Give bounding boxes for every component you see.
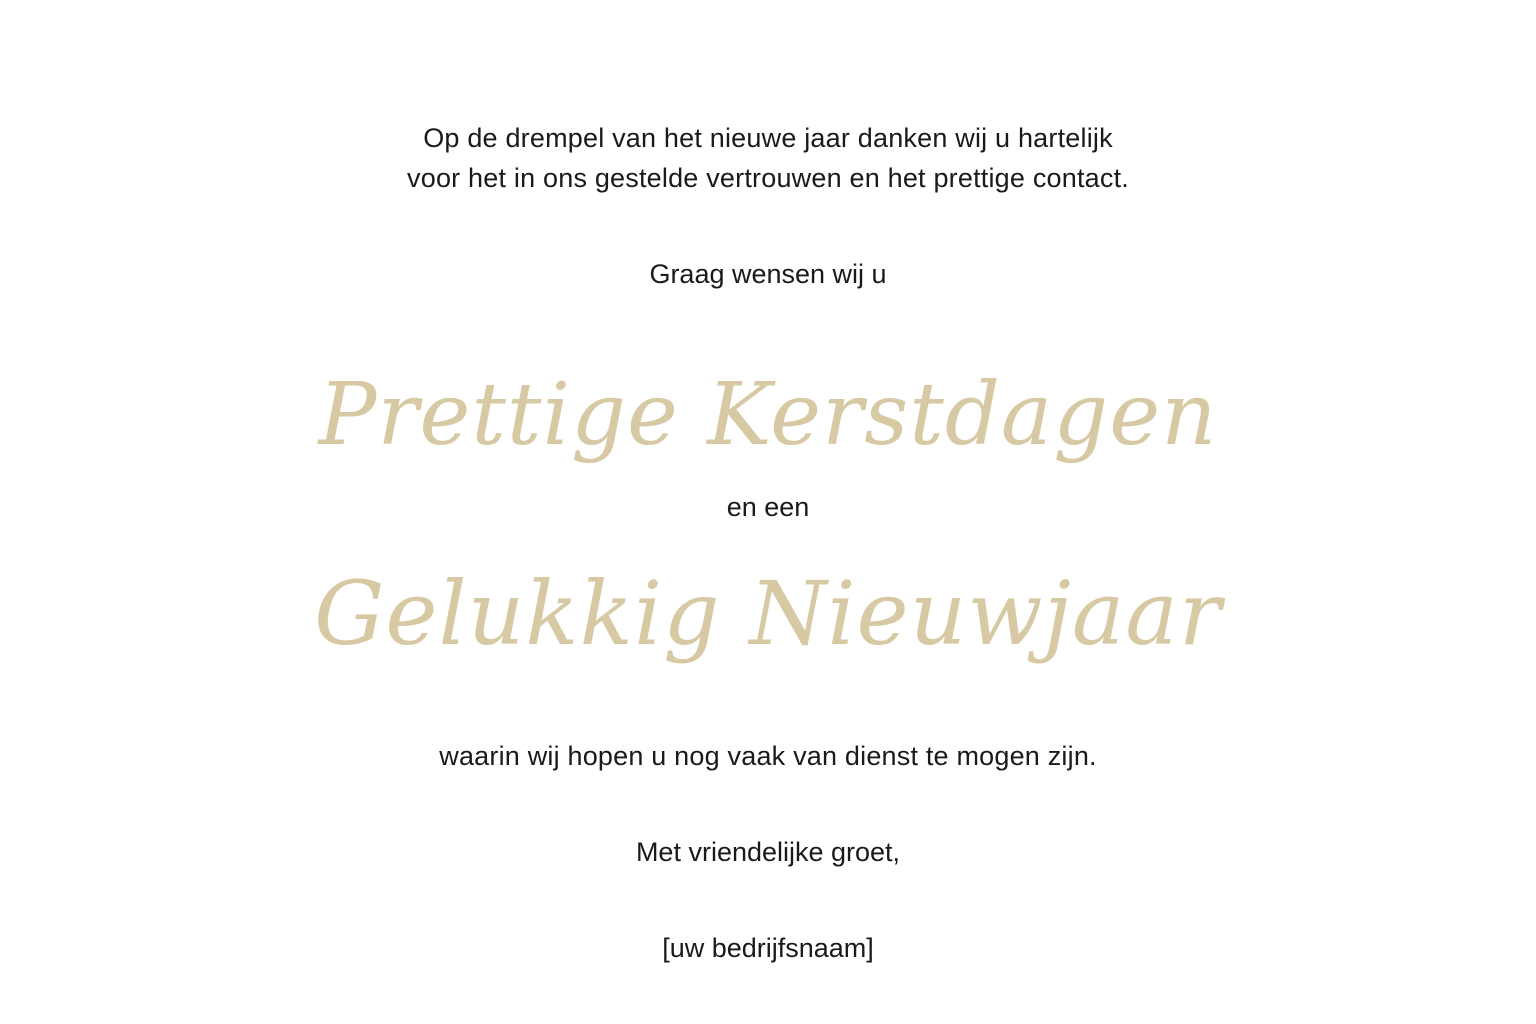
wish-lead-text: Graag wensen wij u xyxy=(649,259,887,289)
intro-line-1: Op de drempel van het nieuwe jaar danken wij u hartelijk xyxy=(423,123,1113,153)
headline-gelukkig-nieuwjaar: Gelukkig Nieuwjaar xyxy=(314,561,1222,665)
company-name-placeholder: [uw bedrijfsnaam] xyxy=(662,933,874,964)
headline-prettige-kerstdagen: Prettige Kerstdagen xyxy=(318,365,1218,465)
intro-paragraph xyxy=(407,118,1129,198)
connector-text: en een xyxy=(726,491,810,522)
intro-line-2: voor het in ons gestelde vertrouwen en het prettige contact. xyxy=(407,163,1129,193)
follow-up-text: waarin wij hopen u nog vaak van dienst te mogen zijn. xyxy=(439,741,1097,772)
sign-off-text: Met vriendelijke groet, xyxy=(635,837,901,868)
